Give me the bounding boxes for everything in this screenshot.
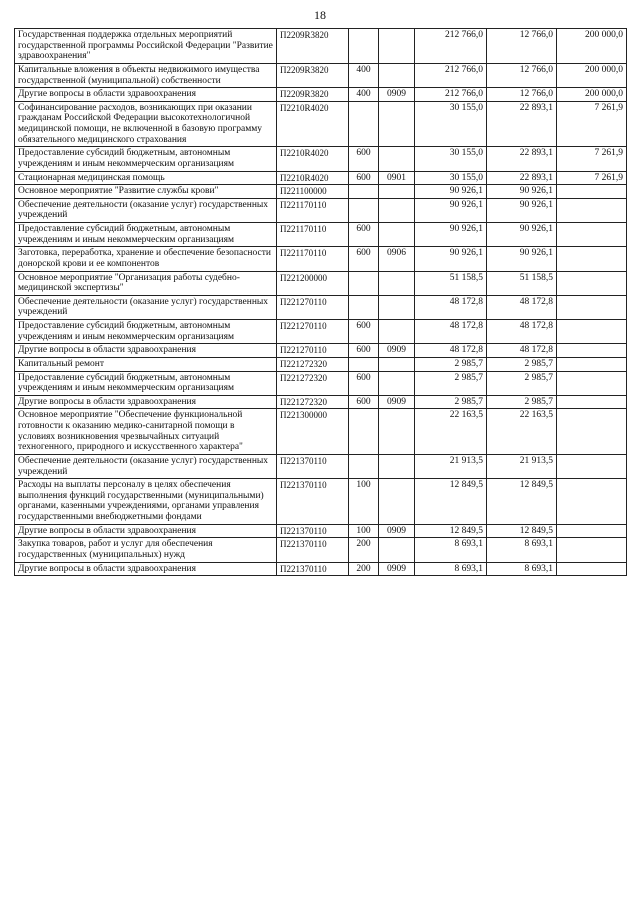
amount-2-cell: 2 985,7 <box>487 395 557 409</box>
section-cell: 0909 <box>379 524 415 538</box>
amount-3-cell <box>557 538 627 562</box>
amount-total-cell: 8 693,1 <box>415 562 487 576</box>
amount-total-cell: 90 926,1 <box>415 223 487 247</box>
expense-kind-cell <box>349 198 379 222</box>
expense-kind-cell <box>349 185 379 199</box>
target-article-cell: П221272320 <box>277 395 349 409</box>
section-cell <box>379 538 415 562</box>
table-row <box>15 524 627 538</box>
table-row <box>15 344 627 358</box>
section-cell <box>379 479 415 525</box>
target-article-cell: П221370110 <box>277 562 349 576</box>
target-article-cell: П2210R4020 <box>277 101 349 147</box>
amount-2-cell: 90 926,1 <box>487 223 557 247</box>
amount-3-cell <box>557 198 627 222</box>
row-name-cell: Предоставление субсидий бюджетным, автономным учреждениям и иным некоммерческим организациям <box>15 223 277 247</box>
table-row <box>15 538 627 562</box>
row-name-cell: Предоставление субсидий бюджетным, автономным учреждениям и иным некоммерческим организациям <box>15 371 277 395</box>
section-cell <box>379 371 415 395</box>
row-name-cell: Капитальные вложения в объекты недвижимого имущества государственной (муниципальной) собственности <box>15 63 277 87</box>
amount-3-cell: 7 261,9 <box>557 147 627 171</box>
target-article-cell: П221370110 <box>277 479 349 525</box>
budget-table <box>14 28 627 576</box>
amount-total-cell: 212 766,0 <box>415 29 487 64</box>
table-row <box>15 409 627 455</box>
amount-2-cell: 12 849,5 <box>487 479 557 525</box>
section-cell <box>379 63 415 87</box>
target-article-cell: П221370110 <box>277 538 349 562</box>
table-row <box>15 295 627 319</box>
target-article-cell: П2209R3820 <box>277 29 349 64</box>
amount-3-cell <box>557 320 627 344</box>
page-number: 18 <box>314 8 326 22</box>
target-article-cell: П2210R4020 <box>277 171 349 185</box>
target-article-cell: П2209R3820 <box>277 88 349 102</box>
amount-3-cell <box>557 344 627 358</box>
amount-2-cell: 48 172,8 <box>487 344 557 358</box>
table-row <box>15 271 627 295</box>
amount-2-cell: 90 926,1 <box>487 247 557 271</box>
amount-2-cell: 12 766,0 <box>487 88 557 102</box>
amount-2-cell: 8 693,1 <box>487 538 557 562</box>
amount-3-cell <box>557 247 627 271</box>
expense-kind-cell <box>349 271 379 295</box>
amount-3-cell <box>557 185 627 199</box>
amount-total-cell: 212 766,0 <box>415 88 487 102</box>
amount-3-cell <box>557 524 627 538</box>
expense-kind-cell: 100 <box>349 479 379 525</box>
amount-2-cell: 21 913,5 <box>487 454 557 478</box>
row-name-cell: Другие вопросы в области здравоохранения <box>15 344 277 358</box>
expense-kind-cell: 600 <box>349 395 379 409</box>
expense-kind-cell <box>349 357 379 371</box>
table-row <box>15 395 627 409</box>
amount-2-cell: 12 849,5 <box>487 524 557 538</box>
section-cell: 0909 <box>379 562 415 576</box>
section-cell <box>379 409 415 455</box>
target-article-cell: П221100000 <box>277 185 349 199</box>
amount-2-cell: 90 926,1 <box>487 198 557 222</box>
row-name-cell: Расходы на выплаты персоналу в целях обеспечения выполнения функций государственными (муниципальными) органами, казенными учреждениями, органами управления государственными внебюджетными фондами <box>15 479 277 525</box>
row-name-cell: Основное мероприятие "Обеспечение функциональной готовности к оказанию медико-санитарной помощи в условиях возникновения чрезвычайных ситуаций техногенного, природного и искусственного характера" <box>15 409 277 455</box>
amount-3-cell <box>557 562 627 576</box>
table-row <box>15 198 627 222</box>
amount-total-cell: 2 985,7 <box>415 357 487 371</box>
row-name-cell: Обеспечение деятельности (оказание услуг) государственных учреждений <box>15 198 277 222</box>
row-name-cell: Другие вопросы в области здравоохранения <box>15 395 277 409</box>
section-cell <box>379 295 415 319</box>
amount-3-cell <box>557 409 627 455</box>
amount-total-cell: 48 172,8 <box>415 344 487 358</box>
target-article-cell: П221300000 <box>277 409 349 455</box>
target-article-cell: П221272320 <box>277 357 349 371</box>
amount-3-cell <box>557 479 627 525</box>
target-article-cell: П2209R3820 <box>277 63 349 87</box>
target-article-cell: П221272320 <box>277 371 349 395</box>
section-cell <box>379 198 415 222</box>
target-article-cell: П221170110 <box>277 223 349 247</box>
amount-3-cell <box>557 371 627 395</box>
amount-total-cell: 30 155,0 <box>415 147 487 171</box>
expense-kind-cell <box>349 101 379 147</box>
section-cell: 0909 <box>379 88 415 102</box>
amount-3-cell <box>557 223 627 247</box>
row-name-cell: Другие вопросы в области здравоохранения <box>15 524 277 538</box>
expense-kind-cell: 400 <box>349 88 379 102</box>
section-cell: 0909 <box>379 395 415 409</box>
section-cell: 0901 <box>379 171 415 185</box>
section-cell <box>379 454 415 478</box>
row-name-cell: Обеспечение деятельности (оказание услуг) государственных учреждений <box>15 295 277 319</box>
amount-2-cell: 8 693,1 <box>487 562 557 576</box>
row-name-cell: Капитальный ремонт <box>15 357 277 371</box>
row-name-cell: Предоставление субсидий бюджетным, автономным учреждениям и иным некоммерческим организациям <box>15 320 277 344</box>
amount-2-cell: 22 893,1 <box>487 147 557 171</box>
section-cell <box>379 357 415 371</box>
expense-kind-cell: 600 <box>349 147 379 171</box>
target-article-cell: П221170110 <box>277 247 349 271</box>
amount-2-cell: 12 766,0 <box>487 29 557 64</box>
row-name-cell: Софинансирование расходов, возникающих при оказании гражданам Российской Федерации высокотехнологичной медицинской помощи, не включенной в базовую программу обязательного медицинского страхования <box>15 101 277 147</box>
target-article-cell: П221370110 <box>277 524 349 538</box>
row-name-cell: Государственная поддержка отдельных мероприятий государственной программы Российской Федерации "Развитие здравоохранения" <box>15 29 277 64</box>
section-cell <box>379 147 415 171</box>
amount-2-cell: 22 893,1 <box>487 101 557 147</box>
target-article-cell: П221270110 <box>277 344 349 358</box>
amount-total-cell: 48 172,8 <box>415 320 487 344</box>
amount-total-cell: 51 158,5 <box>415 271 487 295</box>
table-body <box>15 29 627 576</box>
expense-kind-cell: 600 <box>349 371 379 395</box>
table-row <box>15 247 627 271</box>
amount-2-cell: 2 985,7 <box>487 357 557 371</box>
target-article-cell: П221170110 <box>277 198 349 222</box>
amount-2-cell: 48 172,8 <box>487 295 557 319</box>
table-row <box>15 63 627 87</box>
expense-kind-cell: 200 <box>349 538 379 562</box>
amount-total-cell: 22 163,5 <box>415 409 487 455</box>
amount-3-cell: 200 000,0 <box>557 88 627 102</box>
section-cell <box>379 223 415 247</box>
amount-total-cell: 30 155,0 <box>415 101 487 147</box>
target-article-cell: П2210R4020 <box>277 147 349 171</box>
amount-3-cell <box>557 395 627 409</box>
amount-total-cell: 2 985,7 <box>415 395 487 409</box>
expense-kind-cell: 600 <box>349 247 379 271</box>
table-row <box>15 562 627 576</box>
amount-total-cell: 30 155,0 <box>415 171 487 185</box>
row-name-cell: Обеспечение деятельности (оказание услуг) государственных учреждений <box>15 454 277 478</box>
table-row <box>15 29 627 64</box>
amount-total-cell: 48 172,8 <box>415 295 487 319</box>
target-article-cell: П221370110 <box>277 454 349 478</box>
table-row <box>15 185 627 199</box>
expense-kind-cell: 600 <box>349 223 379 247</box>
section-cell <box>379 185 415 199</box>
expense-kind-cell <box>349 29 379 64</box>
amount-total-cell: 2 985,7 <box>415 371 487 395</box>
expense-kind-cell: 600 <box>349 344 379 358</box>
amount-3-cell <box>557 295 627 319</box>
target-article-cell: П221200000 <box>277 271 349 295</box>
expense-kind-cell: 600 <box>349 320 379 344</box>
amount-3-cell: 7 261,9 <box>557 101 627 147</box>
amount-total-cell: 21 913,5 <box>415 454 487 478</box>
row-name-cell: Другие вопросы в области здравоохранения <box>15 88 277 102</box>
amount-3-cell: 7 261,9 <box>557 171 627 185</box>
amount-total-cell: 90 926,1 <box>415 198 487 222</box>
expense-kind-cell <box>349 409 379 455</box>
amount-3-cell: 200 000,0 <box>557 29 627 64</box>
row-name-cell: Стационарная медицинская помощь <box>15 171 277 185</box>
table-row <box>15 371 627 395</box>
row-name-cell: Заготовка, переработка, хранение и обеспечение безопасности донорской крови и ее компонентов <box>15 247 277 271</box>
section-cell: 0906 <box>379 247 415 271</box>
amount-2-cell: 90 926,1 <box>487 185 557 199</box>
table-row <box>15 357 627 371</box>
amount-total-cell: 212 766,0 <box>415 63 487 87</box>
section-cell <box>379 101 415 147</box>
amount-2-cell: 22 163,5 <box>487 409 557 455</box>
amount-2-cell: 12 766,0 <box>487 63 557 87</box>
table-row <box>15 454 627 478</box>
table-row <box>15 101 627 147</box>
amount-total-cell: 90 926,1 <box>415 185 487 199</box>
row-name-cell: Другие вопросы в области здравоохранения <box>15 562 277 576</box>
section-cell <box>379 271 415 295</box>
amount-3-cell <box>557 271 627 295</box>
amount-2-cell: 51 158,5 <box>487 271 557 295</box>
row-name-cell: Основное мероприятие "Развитие службы крови" <box>15 185 277 199</box>
target-article-cell: П221270110 <box>277 320 349 344</box>
amount-total-cell: 8 693,1 <box>415 538 487 562</box>
amount-total-cell: 90 926,1 <box>415 247 487 271</box>
table-row <box>15 320 627 344</box>
amount-total-cell: 12 849,5 <box>415 479 487 525</box>
table-row <box>15 479 627 525</box>
amount-total-cell: 12 849,5 <box>415 524 487 538</box>
expense-kind-cell: 200 <box>349 562 379 576</box>
amount-3-cell: 200 000,0 <box>557 63 627 87</box>
amount-2-cell: 22 893,1 <box>487 171 557 185</box>
expense-kind-cell: 600 <box>349 171 379 185</box>
section-cell <box>379 29 415 64</box>
section-cell <box>379 320 415 344</box>
expense-kind-cell <box>349 454 379 478</box>
table-row <box>15 223 627 247</box>
table-row <box>15 147 627 171</box>
row-name-cell: Основное мероприятие "Организация работы судебно-медицинской экспертизы" <box>15 271 277 295</box>
amount-3-cell <box>557 454 627 478</box>
row-name-cell: Предоставление субсидий бюджетным, автономным учреждениям и иным некоммерческим организациям <box>15 147 277 171</box>
table-row <box>15 171 627 185</box>
section-cell: 0909 <box>379 344 415 358</box>
table-row <box>15 88 627 102</box>
row-name-cell: Закупка товаров, работ и услуг для обеспечения государственных (муниципальных) нужд <box>15 538 277 562</box>
expense-kind-cell: 400 <box>349 63 379 87</box>
amount-2-cell: 48 172,8 <box>487 320 557 344</box>
amount-3-cell <box>557 357 627 371</box>
amount-2-cell: 2 985,7 <box>487 371 557 395</box>
expense-kind-cell <box>349 295 379 319</box>
expense-kind-cell: 100 <box>349 524 379 538</box>
target-article-cell: П221270110 <box>277 295 349 319</box>
